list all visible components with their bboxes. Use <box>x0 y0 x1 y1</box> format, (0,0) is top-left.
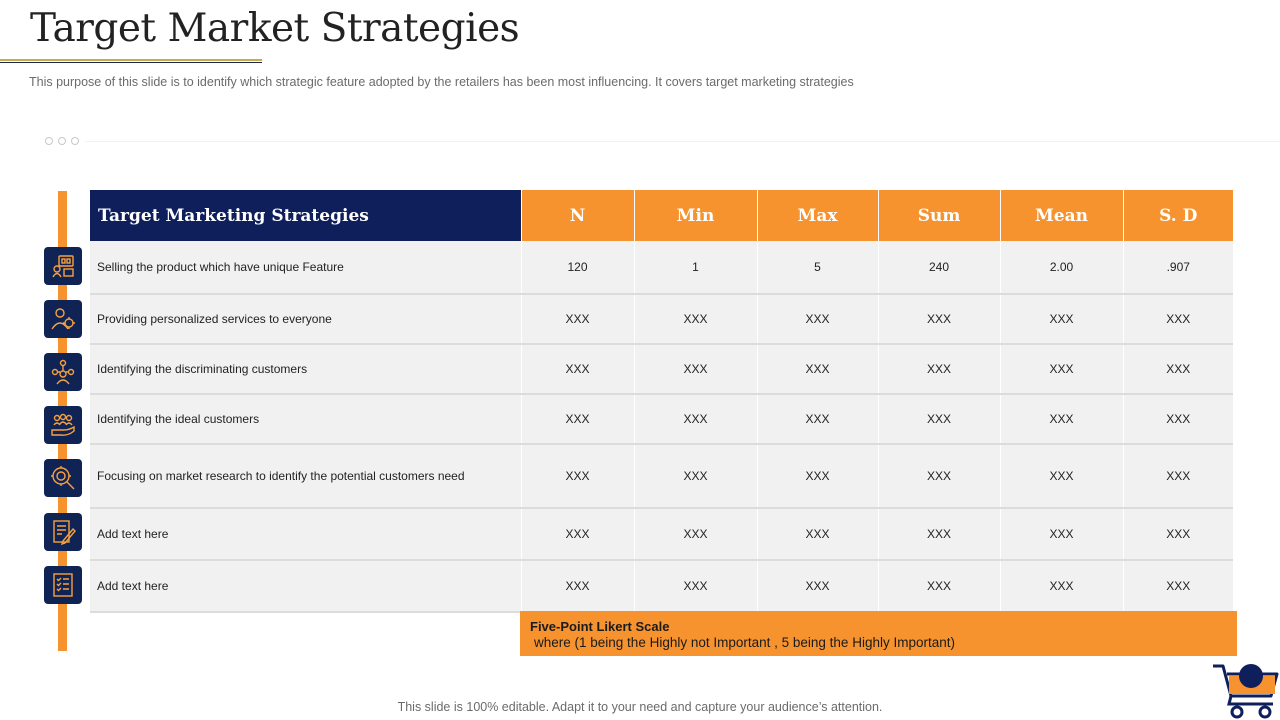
cell-min: XXX <box>634 560 757 612</box>
cell-sum: XXX <box>878 444 1000 508</box>
cell-mean: XXX <box>1000 344 1123 394</box>
cell-sum: 240 <box>878 241 1000 294</box>
cell-mean: XXX <box>1000 444 1123 508</box>
cell-sd: XXX <box>1123 394 1233 444</box>
page-title: Target Market Strategies <box>30 6 520 51</box>
table-header-row <box>90 190 1233 241</box>
column-header-n: N <box>521 190 634 241</box>
cell-sum: XXX <box>878 560 1000 612</box>
cell-sd: XXX <box>1123 560 1233 612</box>
cell-sd: XXX <box>1123 294 1233 344</box>
cell-min: XXX <box>634 508 757 560</box>
customer-network-icon <box>44 353 82 391</box>
row-label: Providing personalized services to everyone <box>90 294 521 344</box>
column-header-strategy: Target Marketing Strategies <box>90 190 521 241</box>
cell-sd: XXX <box>1123 344 1233 394</box>
row-label: Identifying the ideal customers <box>90 394 521 444</box>
cell-min: 1 <box>634 241 757 294</box>
cell-n: XXX <box>521 508 634 560</box>
table-row <box>90 560 1233 612</box>
cell-mean: XXX <box>1000 294 1123 344</box>
table-row <box>90 394 1233 444</box>
strategies-table <box>90 190 1233 613</box>
cell-min: XXX <box>634 394 757 444</box>
footer-note: This slide is 100% editable. Adapt it to your need and capture your audience’s attention. <box>397 700 883 714</box>
cell-max: XXX <box>757 560 878 612</box>
column-header-mean: Mean <box>1000 190 1123 241</box>
market-research-icon <box>44 459 82 497</box>
cell-n: XXX <box>521 394 634 444</box>
cell-n: XXX <box>521 560 634 612</box>
likert-description: where (1 being the Highly not Important , 5 being the Highly Important) <box>534 635 955 650</box>
cell-sd: XXX <box>1123 444 1233 508</box>
cell-sum: XXX <box>878 508 1000 560</box>
cell-mean: XXX <box>1000 394 1123 444</box>
row-label: Selling the product which have unique Feature <box>90 241 521 294</box>
page-subtitle: This purpose of this slide is to identify which strategic feature adopted by the retailers has been most influencing. It covers target marketing strategies <box>29 75 854 89</box>
table-row <box>90 508 1233 560</box>
title-underline-gold <box>0 59 262 61</box>
column-header-sd: S. D <box>1123 190 1233 241</box>
cell-n: XXX <box>521 294 634 344</box>
document-edit-icon <box>44 513 82 551</box>
likert-scale-note <box>520 611 1237 656</box>
row-label: Focusing on market research to identify the potential customers need <box>90 444 521 508</box>
table-row <box>90 444 1233 508</box>
table-row <box>90 294 1233 344</box>
cell-n: XXX <box>521 344 634 394</box>
column-header-max: Max <box>757 190 878 241</box>
cell-sum: XXX <box>878 294 1000 344</box>
cell-min: XXX <box>634 344 757 394</box>
dot <box>45 137 53 145</box>
cell-sum: XXX <box>878 344 1000 394</box>
divider-line <box>85 141 1280 142</box>
cell-sum: XXX <box>878 394 1000 444</box>
row-label: Add text here <box>90 560 521 612</box>
cell-max: 5 <box>757 241 878 294</box>
table-row <box>90 344 1233 394</box>
cell-max: XXX <box>757 344 878 394</box>
group-in-hand-icon <box>44 406 82 444</box>
column-header-min: Min <box>634 190 757 241</box>
personalized-service-icon <box>44 300 82 338</box>
row-label: Add text here <box>90 508 521 560</box>
shopping-cart-icon <box>1211 660 1279 720</box>
cell-sd: .907 <box>1123 241 1233 294</box>
cell-mean: XXX <box>1000 508 1123 560</box>
product-features-icon <box>44 247 82 285</box>
checklist-icon <box>44 566 82 604</box>
cell-max: XXX <box>757 444 878 508</box>
dot <box>71 137 79 145</box>
slide-dots <box>45 137 79 145</box>
dot <box>58 137 66 145</box>
cell-min: XXX <box>634 294 757 344</box>
cell-min: XXX <box>634 444 757 508</box>
cell-max: XXX <box>757 394 878 444</box>
cell-mean: XXX <box>1000 560 1123 612</box>
cell-sd: XXX <box>1123 508 1233 560</box>
table-row <box>90 241 1233 294</box>
likert-title: Five-Point Likert Scale <box>530 619 670 634</box>
cell-max: XXX <box>757 294 878 344</box>
cell-mean: 2.00 <box>1000 241 1123 294</box>
title-underline-navy <box>0 62 262 63</box>
cell-max: XXX <box>757 508 878 560</box>
cell-n: XXX <box>521 444 634 508</box>
row-label: Identifying the discriminating customers <box>90 344 521 394</box>
cell-n: 120 <box>521 241 634 294</box>
column-header-sum: Sum <box>878 190 1000 241</box>
